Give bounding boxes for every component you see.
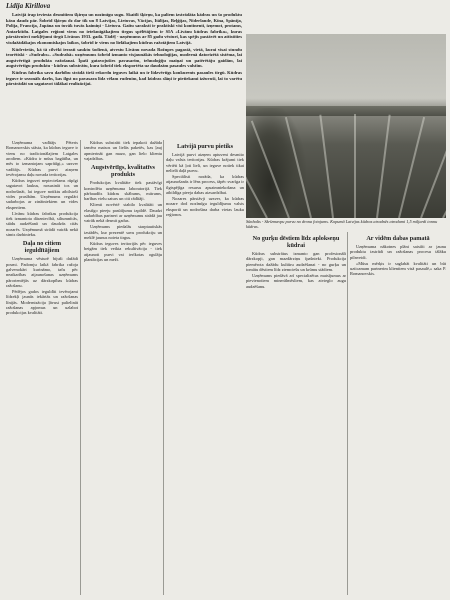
paragraph: Uzņēmums piedāvā arī specializētus maisījumus ar pievienotiem minerālmēsliem, kas atvieglo augu audzēšanu. — [246, 272, 346, 289]
photo-field-row — [442, 126, 446, 218]
paragraph: Klienti novērtē stabilo kvalitāti un elastīgo pieeju pasūtījumu izpildē. Daudzi sadarbības partneri ar uzņēmumu strādā jau vairāk nekā desmit gadus. — [84, 202, 162, 224]
column-3 — [166, 140, 244, 218]
section-heading: Ar vidēm dabas pamatā — [366, 235, 430, 242]
photo-field-row — [319, 115, 334, 218]
lead-text — [6, 12, 242, 88]
byline: Lidija Kirillova — [6, 2, 51, 10]
paragraph: Kūdras ieguvei nepieciešams rūpīgi sagatavot laukus, nosusināt tos un nodrošināt, lai ieguve notiktu atbilstoši vides prasībām. Uzņēmums regulāri sadarbojas ar zinātniekiem un vides ekspertiem. — [6, 178, 78, 210]
photo-field-row — [398, 117, 425, 218]
paragraph: Uzņēmuma vadītājs Pēteris Romanovskis stāsta, ka kūdras ieguve ir viens no tradicionālajiem Latgales arodiem. «Kūdra ir mūsu bagātība, un mēs to izmantojam saprātīgi,» uzsver vadītājs. Kūdras purvi aizņem ievērojamu daļu novada teritorijas. — [6, 140, 78, 178]
column-1 — [6, 140, 78, 316]
column-2 — [84, 140, 162, 263]
column-rule — [163, 140, 164, 595]
paragraph: «Mūsu mērķis ir saglabāt kvalitāti un būt uzticamam partnerim klientiem visā pasaulē,» saka P. Romanovskis. — [350, 260, 446, 277]
photo-field-row — [354, 114, 356, 218]
paragraph: Uzņēmums piedalās starptautiskās izstādēs, kur prezentē savu produkciju un meklē jaunus noieta tirgus. — [84, 224, 162, 240]
column-rule — [80, 140, 81, 595]
paragraph: Kūdras ieguves teritorijās pēc ieguves beigām tiek veikta rekultivācija - tiek atjaunoti purvi vai ierīkotas ogulāju plantācijas un meži. — [84, 240, 162, 262]
column-4 — [246, 232, 346, 290]
photo-field-row — [420, 121, 446, 218]
section-heading: Daļa no citiem ieguldītājiem — [22, 240, 62, 255]
column-rule — [347, 232, 348, 595]
lead-paragraph: Kūdrvietās, kā tā cilvēki ierasti sauktu šodienā, atvestu Līvānu novada Rožupes pagastā, vietā, kurai visai stundu teorētiski - «Sudrabs». «Sudrabā» uzņēmums šobrīd izmanto visjaunākās tehnoloģijas, modernā datorizētā sistēma, lai augstvērtīgā produkta ražošanai. Īpaši gatavojušies pavasarim, tehnoloģiju maiņai un patērētāju gaidām, lai augstvērtīgu produktu - kūdras substrātu, kura šobrīd tiek eksportēta uz daudzām pasaules valstīm. — [6, 46, 242, 69]
paragraph: Kūdras substrāti tiek iepakoti dažāda izmēra maisos un lielās paketēs, kas ļauj apmierināt gan mazo, gan lielo klientu vajadzības. — [84, 140, 162, 162]
field-photo — [246, 34, 446, 218]
section-heading: Augstvērtīgs, kvalitatīvs produkts — [91, 164, 155, 179]
paragraph: Uzņēmuma nākotnes plāni saistīti ar jaunu produktu izstrādi un ražošanas procesu tālāku pilnveidi. — [350, 244, 446, 260]
lead-paragraph: Latvijā irap ieviesta desmitiem šķirņu un nozīmīgu sugu. Skaitlī šķirņu, ka paliem izstrādāta kādras un šo produktu kāsu daudz pār. Šobrīd šķirņu dz dar tik un 8 Latvijas, Lietuvas, Vācijas, Itālijas, Beļģijas, Nīderlande, Kīna, Spānija, Polija, Francija, Japāna un tuvāk tuvās kaimiņi - Lietuva. Gaitu saraksti ir praktiski visi kontinenti, izņemot, protams, Antarktīdu. Latgales reģioni viens no ietekmīgākajiem tirgus spēlētājiem ir SIA «Līvānu kūdras fabrika», kuras pārstāvniecī mekļējumi tirgū Līvānos 1933. gadā. Tādēļ - uzņēmums ar 85 gadu vēsturi, kas spējis pastāvēt un attīstīties visdažādākajos ekonomiskajos laikos, šobrīd ir viens no lielākajiem kūdras ražotājiem Latvijā. — [6, 12, 242, 45]
section-heading: Latvijā purvu pietiks — [176, 143, 234, 150]
lead-paragraph: Kūdras fabrika savu darbību strādā tieši rekordu ieguves laikā un ir līdzvērtīgs konkurents pasaules tirgū. Kūdras ieguve ir sezonāls darbs, kas ilgst no pavasara līdz vēlam rudenim, kad kūdras slāņi ir pietiekami izžuvuši, lai to varētu pārstrādāt un sagatavot tālākai realizācijai. — [6, 69, 242, 87]
paragraph: Nozares pārstāvji uzsver, ka kūdras nozare dod nozīmīgu ieguldījumu valsts eksportā un nodrošina darba vietas lauku reģionos. — [166, 195, 244, 217]
paragraph: Uzņēmuma vēsturē bijuši dažādi posmi. Padomju laikā fabrika ražoja galvenokārt kurināmo, taču pēc neatkarības atjaunošanas uzņēmums pārorientējās uz dārzkopības kūdras ražošanu. — [6, 256, 78, 289]
paragraph: Speciālisti norāda, ka kūdras atjaunošanās ir lēns process, tāpēc svarīga ir ilgtspējīga resursu apsaimniekošana un atbildīga pieeja dabas aizsardzībai. — [166, 173, 244, 195]
photo-caption: Sūnbalts - Skrīzmavpu purvu no drona fotojums. Kopumā Latvijas kūdras atradnēs atrodami 1,5 miljardi tonnu kūdras. — [246, 219, 438, 230]
paragraph: Produkcijas kvalitāte tiek pastāvīgi kontrolēta uzņēmuma laboratorijā. Tiek pārbaudīts kūdras skābums, mitrums, barības vielu saturs un citi rādītāji. — [84, 180, 162, 202]
paragraph: Latvijā purvi aizņem aptuveni desmito daļu valsts teritorijas. Kūdras krājumi tiek vērtēti kā ļoti lieli, un ieguve notiek tikai nelielā daļā purvu. — [166, 152, 244, 174]
paragraph: Kūdras substrātus izmanto gan profesionāli dārzkopji, gan mazdārziņu īpašnieki. Produkcija piemērota dažādu kultūru audzēšanai - no gurķu un tomātu dēstiem līdz ziemciešu un krūmu stādiem. — [246, 251, 346, 273]
paragraph: Līvānu kūdras fabrikas produkcija tiek izmantota dārzniecībā, siltumnīcās, stādu audzēšanā un daudzās citās nozarēs. Uzņēmumā strādā vairāk nekā simts darbinieku. — [6, 210, 78, 238]
section-heading: No gurķu dēstiem līdz aplokseņu kūdrai — [252, 235, 340, 249]
column-5 — [350, 232, 446, 277]
photo-field-row — [376, 115, 391, 218]
paragraph: Pēdējos gados ieguldīti ievērojami līdzekļi jaunās iekārtās un ražošanas līnijās. Modernizācija ļāvusi palielināt ražošanas apjomus un uzlabot produkcijas kvalitāti. — [6, 289, 78, 316]
